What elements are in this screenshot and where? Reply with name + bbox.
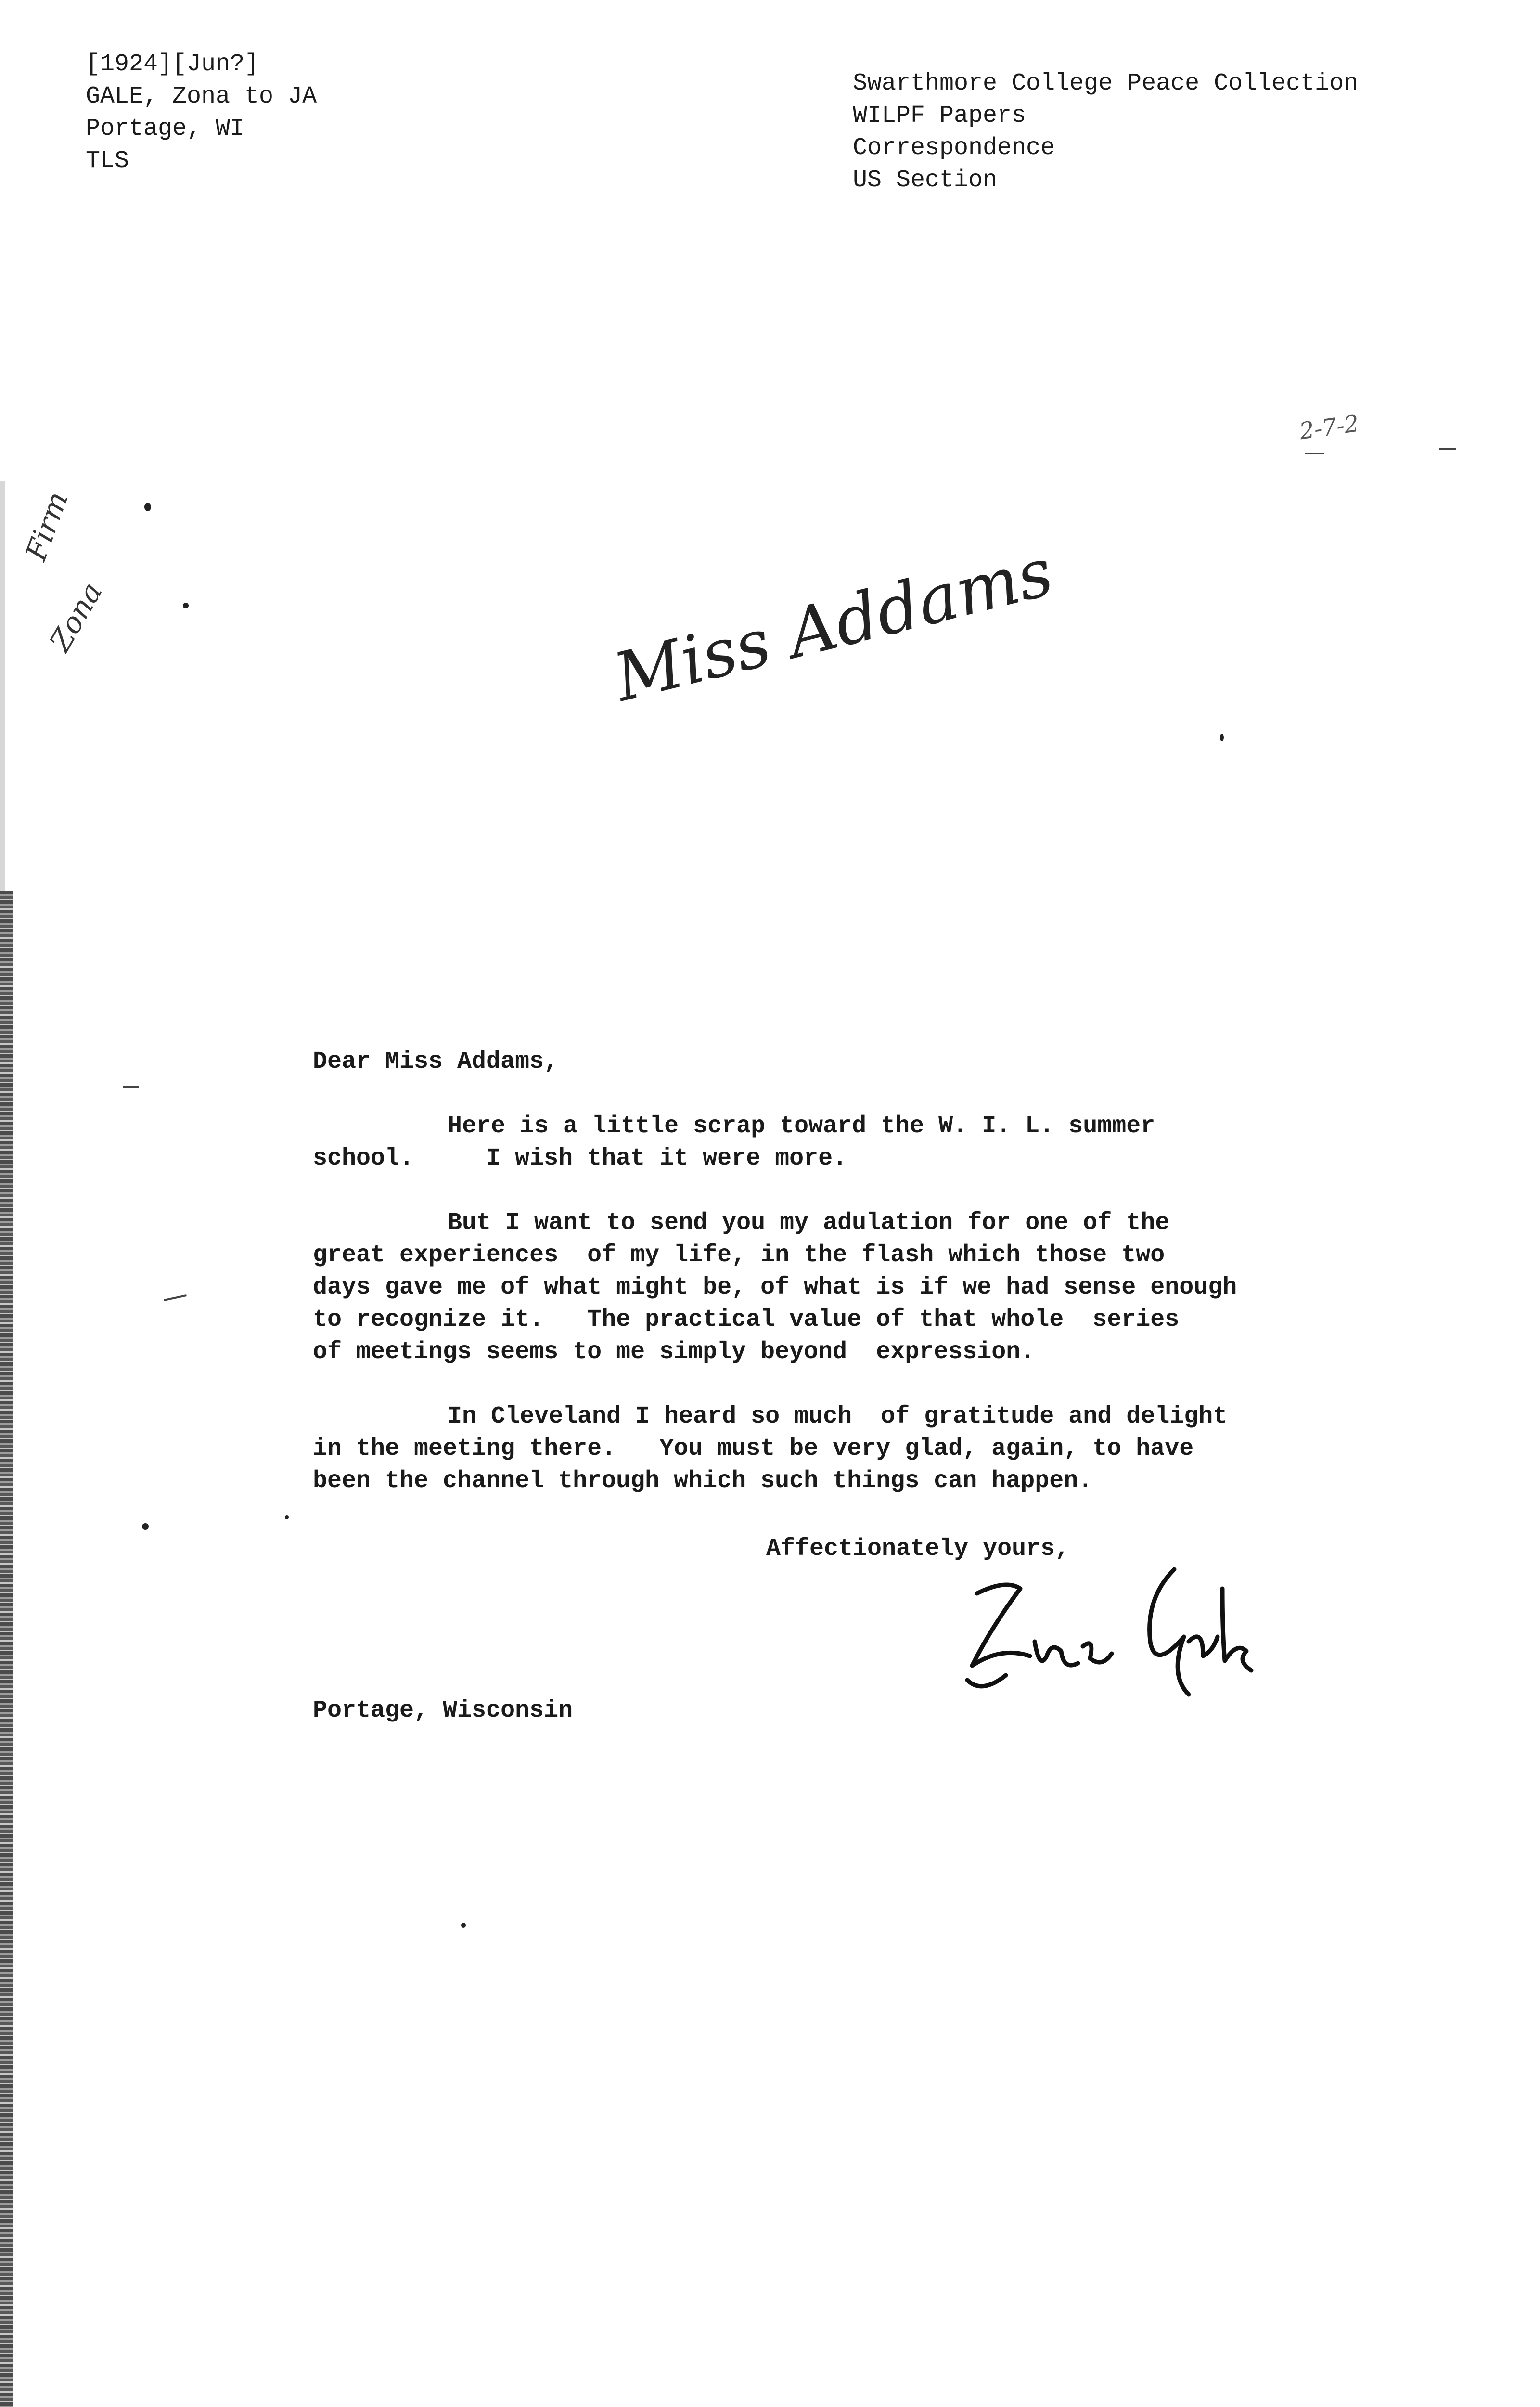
paragraph-line: to recognize it. The practical value of that whole series: [313, 1306, 1180, 1333]
handwritten-margin-note-1: Firm: [19, 487, 75, 565]
paragraph-line: in the meeting there. You must be very glad, again, to have: [313, 1435, 1194, 1462]
meta-papers: WILPF Papers: [853, 102, 1027, 129]
paragraph-2: [313, 1207, 1420, 1368]
scan-speck: [1220, 734, 1224, 741]
paragraph-line: In Cleveland I heard so much of gratitude and delight: [448, 1403, 1228, 1430]
sender-location: Portage, Wisconsin: [313, 1697, 573, 1724]
scan-mark: [1305, 453, 1324, 454]
paragraph-line: great experiences of my life, in the flash which those two: [313, 1242, 1165, 1269]
paragraph-line: school. I wish that it were more.: [313, 1145, 847, 1172]
letter-body: [313, 1046, 1420, 1529]
scan-mark: [123, 1086, 139, 1088]
paragraph-line: But I want to send you my adulation for one of the: [448, 1209, 1170, 1237]
scan-edge-shadow: [0, 891, 13, 2407]
paragraph-1: [313, 1110, 1420, 1175]
handwritten-signature: [962, 1560, 1261, 1714]
meta-section: US Section: [853, 167, 998, 194]
scan-mark: [1439, 448, 1456, 450]
handwritten-margin-note-2: Zona: [43, 577, 109, 657]
scan-speck: [142, 1523, 149, 1530]
paragraph-line: days gave me of what might be, of what is if we had sense enough: [313, 1274, 1237, 1301]
handwritten-addressee: Miss Addams: [606, 533, 1061, 717]
scan-speck: [285, 1515, 289, 1519]
paragraph-line: Here is a little scrap toward the W. I. L. summer: [448, 1113, 1155, 1140]
handwritten-corner-mark: 2-7-2: [1297, 410, 1361, 445]
archive-metadata-left: [86, 48, 317, 177]
scan-speck: [461, 1923, 466, 1928]
meta-collection: Swarthmore College Peace Collection: [853, 70, 1359, 97]
meta-date: [1924][Jun?]: [86, 51, 259, 78]
salutation: Dear Miss Addams,: [313, 1048, 559, 1075]
archive-metadata-right: [853, 67, 1358, 196]
meta-correspondents: GALE, Zona to JA: [86, 83, 317, 110]
meta-place: Portage, WI: [86, 115, 245, 142]
meta-series: Correspondence: [853, 134, 1055, 162]
paragraph-3: [313, 1400, 1420, 1497]
paragraph-line: of meetings seems to me simply beyond expression.: [313, 1338, 1035, 1366]
scan-speck: [144, 503, 151, 511]
scan-speck: [183, 603, 189, 608]
scan-mark: [164, 1294, 187, 1301]
scan-shadow-upper: [0, 481, 5, 891]
complimentary-close: Affectionately yours,: [766, 1535, 1070, 1563]
meta-type: TLS: [86, 147, 129, 175]
paragraph-line: been the channel through which such things can happen.: [313, 1467, 1093, 1495]
